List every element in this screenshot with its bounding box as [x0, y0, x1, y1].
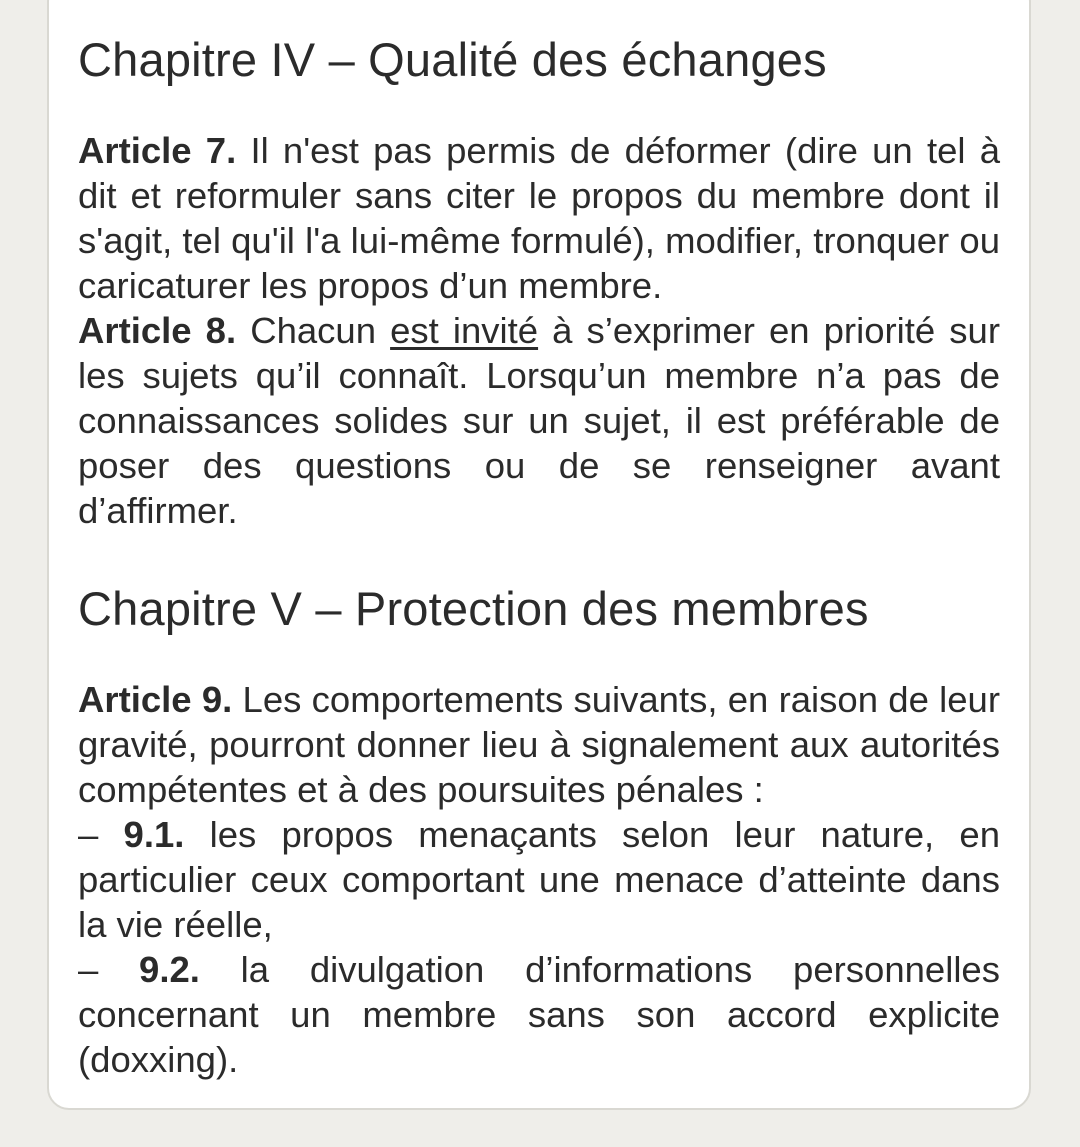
list-dash: – [78, 814, 124, 855]
item-9-2-label: 9.2. [139, 949, 200, 990]
article-9-label: Article 9. [78, 679, 233, 720]
chapter-iv-title: Chapitre IV – Qualité des échanges [78, 33, 827, 86]
article-9-text: Les comportements suivants, en raison de leur gravité, pourront donner lieu à signalement aux autorités compétentes et à des poursuites pénales : [78, 679, 1000, 810]
article-8-text-pre: Chacun [236, 310, 391, 351]
article-8 [78, 308, 1000, 533]
article-9 [78, 677, 1000, 812]
article-7-label: Article 7. [78, 130, 237, 171]
item-9-1-text: les propos menaçants selon leur nature, en particulier ceux comportant une menace d’atteinte dans la vie réelle, [78, 814, 1000, 945]
article-7-text: Il n'est pas permis de déformer (dire un tel à dit et reformuler sans citer le propos du membre dont il s'agit, tel qu'il l'a lui-même formulé), modifier, tronquer ou caricaturer les propos d’un membre. [78, 130, 1000, 306]
document-content [78, 30, 1000, 1082]
chapter-v-title: Chapitre V – Protection des membres [78, 582, 869, 635]
article-8-text-post: à s’exprimer en priorité sur les sujets qu’il connaît. Lorsqu’un membre n’a pas de connaissances solides sur un sujet, il est préférable de poser des questions ou de se renseigner avant d’affirmer. [78, 310, 1000, 531]
list-item-9-2 [78, 947, 1000, 1082]
list-item-9-1 [78, 812, 1000, 947]
article-7 [78, 128, 1000, 308]
article-8-underlined: est invité [390, 310, 539, 351]
item-9-1-label: 9.1. [123, 814, 185, 855]
article-8-label: Article 8. [78, 310, 237, 351]
list-dash: – [78, 949, 140, 990]
item-9-2-text: la divulgation d’informations personnelles concernant un membre sans son accord explicite (doxxing). [78, 949, 1000, 1080]
